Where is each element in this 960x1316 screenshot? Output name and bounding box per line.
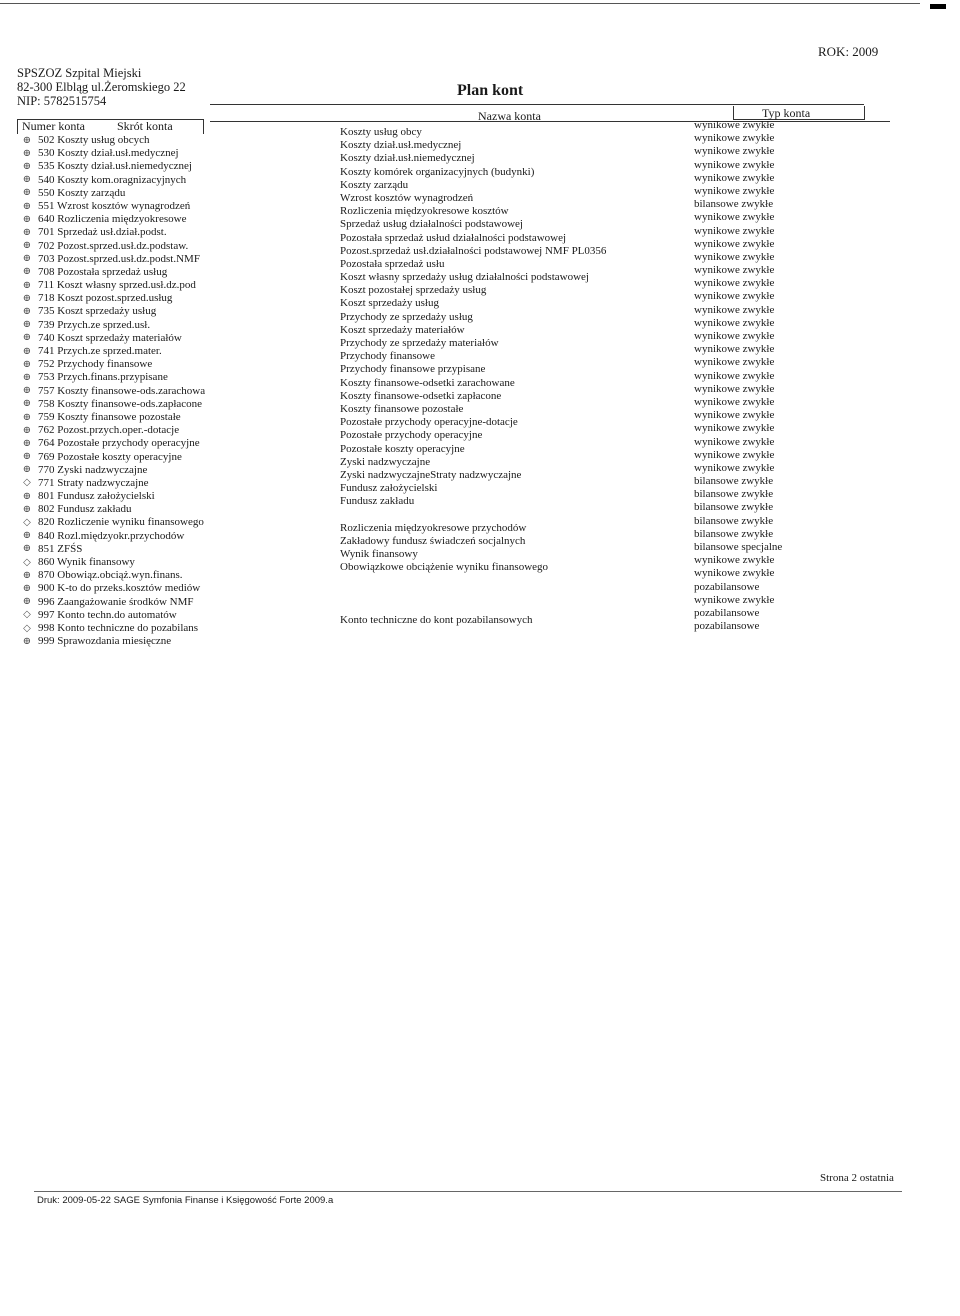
account-type: bilansowe zwykłe [694,198,774,211]
account-name: Wynik finansowy [340,548,418,560]
account-label: 769 Pozostałe koszty operacyjne [38,450,182,463]
account-label: 996 Zaangażowanie środków NMF [38,595,194,608]
account-type: wynikowe zwykłe [694,409,775,422]
account-row [20,609,340,622]
account-row [20,174,340,187]
account-label: 741 Przych.ze sprzed.mater. [38,345,162,357]
plus-node-icon: ⊕ [22,464,32,476]
corner-mark [930,4,946,9]
account-label: 900 K-to do przeks.kosztów mediów [38,582,201,595]
account-name: Koszty usług obcy [340,126,422,138]
account-type-list [694,119,894,633]
account-row [20,160,340,173]
account-name: Koszty dział.usł.niemedycznej [340,152,475,165]
account-label: 758 Koszty finansowe-ods.zapłacone [38,397,203,410]
plus-node-icon: ⊕ [22,292,32,304]
account-row [20,147,340,160]
plus-node-icon: ⊕ [22,371,32,383]
plus-node-icon: ⊕ [22,134,32,146]
account-label: 540 Koszty kom.oragnizacyjnych [38,173,187,186]
account-type: wynikowe zwykłe [694,369,775,382]
plus-node-icon: ⊕ [22,596,32,608]
account-label: 870 Obowiąz.obciąż.wyn.finans. [38,569,183,582]
account-name: Wzrost kosztów wynagrodzeń [340,191,474,204]
account-type: pozabilansowe [694,580,760,593]
plus-node-icon: ⊕ [22,200,32,212]
empty-node-icon: ◇ [23,609,31,621]
account-row [20,226,340,239]
account-type: wynikowe zwykłe [694,422,775,435]
account-name [340,588,680,601]
account-row [20,635,340,648]
account-row [20,569,340,582]
account-label: 771 Straty nadzwyczajne [38,476,149,489]
account-name: Obowiązkowe obciążenie wyniku finansowego [340,561,549,574]
account-label: 530 Koszty dział.usł.medycznej [38,147,179,160]
account-row [20,187,340,200]
account-label: 759 Koszty finansowe pozostałe [38,410,181,423]
account-label: 753 Przych.finans.przypisane [38,371,168,384]
account-name [340,627,680,640]
account-row [20,200,340,213]
account-name: Zakładowy fundusz świadczeń socjalnych [340,534,526,547]
plus-node-icon: ⊕ [22,503,32,515]
account-type: wynikowe zwykłe [694,264,775,277]
account-label: 708 Pozostała sprzedaż usług [38,265,168,278]
account-label: 551 Wzrost kosztów wynagrodzeń [38,199,191,212]
account-type: bilansowe zwykłe [694,488,774,501]
account-label: 752 Przychody finansowe [38,358,153,371]
plus-node-icon: ⊕ [22,174,32,186]
plus-node-icon: ⊕ [22,319,32,331]
column-header-name: Nazwa konta [478,109,541,123]
empty-node-icon: ◇ [23,622,31,634]
account-name: Koszt pozostałej sprzedaży usług [340,284,487,297]
account-row [20,292,340,305]
account-label: 860 Wynik finansowy [38,556,135,568]
account-type: wynikowe zwykłe [694,132,775,145]
account-name: Koszty komórek organizacyjnych (budynki) [340,165,535,178]
account-row [20,385,340,398]
account-type: wynikowe zwykłe [694,461,775,474]
column-header-type: Typ konta [762,106,811,120]
account-label: 997 Konto techn.do automatów [38,608,177,621]
column-header-short: Skrót konta [117,119,173,133]
account-name: Konto techniczne do kont pozabilansowych [340,613,533,626]
account-label: 801 Fundusz założycielski [38,490,155,503]
account-row [20,411,340,424]
account-label: 502 Koszty usług obcych [38,134,150,146]
account-row [20,437,340,450]
account-name [340,508,680,521]
account-type: wynikowe zwykłe [694,145,775,158]
account-type: wynikowe zwykłe [694,119,775,131]
plus-node-icon: ⊕ [22,451,32,463]
account-label: 701 Sprzedaż usł.dział.podst. [38,226,167,239]
account-type: wynikowe zwykłe [694,237,775,250]
plus-node-icon: ⊕ [22,332,32,344]
account-row [20,477,340,490]
account-label: 851 ZFŚS [38,542,83,555]
plus-node-icon: ⊕ [22,569,32,581]
plus-node-icon: ⊕ [22,543,32,555]
account-name: Koszt sprzedaży materiałów [340,323,465,336]
plus-node-icon: ⊕ [22,411,32,423]
account-name: Koszt własny sprzedaży usług działalności podstawowej [340,271,589,284]
account-row [20,516,340,529]
account-type: wynikowe zwykłe [694,343,775,356]
account-name: Przychody ze sprzedaży materiałów [340,337,499,349]
plus-node-icon: ⊕ [22,187,32,199]
account-name: Sprzedaż usług działalności podstawowej [340,218,523,231]
account-type: wynikowe zwykłe [694,316,775,329]
account-label: 702 Pozost.sprzed.usł.dz.podstaw. [38,239,189,252]
account-name: Przychody finansowe [340,350,436,363]
plus-node-icon: ⊕ [22,398,32,410]
account-name: Pozostała sprzedaż usłud działalności podstawowej [340,231,567,244]
company-name: SPSZOZ Szpital Miejski [17,66,142,80]
account-row [20,371,340,384]
account-type: wynikowe zwykłe [694,330,775,342]
account-row [20,424,340,437]
empty-node-icon: ◇ [23,556,31,568]
account-name: Rozliczenia międzyokresowe kosztów [340,205,509,218]
page-title: Plan kont [457,82,524,99]
account-row [20,464,340,477]
account-row [20,490,340,503]
account-type: wynikowe zwykłe [694,567,775,580]
account-label: 550 Koszty zarządu [38,186,126,199]
plus-node-icon: ⊕ [22,437,32,449]
account-type: wynikowe zwykłe [694,211,775,224]
account-row [20,582,340,595]
account-name: Przychody finansowe przypisane [340,363,486,376]
plus-node-icon: ⊕ [22,240,32,252]
account-row [20,345,340,358]
account-row [20,358,340,371]
account-row [20,213,340,226]
account-type: wynikowe zwykłe [694,554,775,567]
plus-node-icon: ⊕ [22,635,32,647]
account-name: Pozostała sprzedaż usłu [340,257,445,270]
plus-node-icon: ⊕ [22,160,32,172]
account-name [340,601,680,614]
account-type: wynikowe zwykłe [694,171,775,184]
account-row [20,556,340,569]
account-label: 802 Fundusz zakładu [38,503,132,516]
account-type: wynikowe zwykłe [694,303,775,316]
top-rule [0,3,920,4]
year-label: ROK: 2009 [818,44,879,59]
account-type: wynikowe zwykłe [694,184,775,197]
account-label: 640 Rozliczenia międzyokresowe [38,213,187,226]
account-name: Koszty finansowe pozostałe [340,402,464,415]
account-row [20,279,340,292]
account-row [20,543,340,556]
account-row [20,451,340,464]
account-name: Koszty finansowe-odsetki zapłacone [340,389,502,402]
account-label: 764 Pozostałe przychody operacyjne [38,437,200,450]
account-type: wynikowe zwykłe [694,224,775,237]
account-row [20,253,340,266]
account-label: 740 Koszt sprzedaży materiałów [38,331,182,344]
plus-node-icon: ⊕ [22,306,32,318]
account-name [340,574,680,587]
account-label: 998 Konto techniczne do pozabilans [38,621,199,634]
account-label: 718 Koszt pozost.sprzed.usług [38,292,173,305]
company-block [17,66,186,108]
account-name: Koszty zarządu [340,178,409,191]
plus-node-icon: ⊕ [22,490,32,502]
plus-node-icon: ⊕ [22,279,32,291]
account-label: 711 Koszt własny sprzed.usł.dz.pod [38,279,196,292]
plus-node-icon: ⊕ [22,266,32,278]
plus-node-icon: ⊕ [22,345,32,357]
account-label: 770 Zyski nadzwyczajne [38,463,148,476]
account-type: bilansowe zwykłe [694,501,774,514]
account-type: wynikowe zwykłe [694,593,775,606]
plus-node-icon: ⊕ [22,213,32,225]
account-type: wynikowe zwykłe [694,435,775,448]
empty-node-icon: ◇ [23,477,31,489]
account-row [20,332,340,345]
account-type: bilansowe zwykłe [694,527,774,540]
account-type: wynikowe zwykłe [694,382,775,395]
account-name: Fundusz założycielski [340,482,438,495]
account-row [20,596,340,609]
account-name: Pozost.sprzedaż usł.działalności podstawowej NMF PL0356 [340,244,607,257]
account-label: 703 Pozost.sprzed.usł.dz.podst.NMF [38,252,200,265]
account-row [20,398,340,411]
account-row [20,305,340,318]
account-name: Koszty finansowe-odsetki zarachowane [340,376,515,389]
account-name: Pozostałe przychody operacyjne-dotacje [340,416,518,429]
page-number: Strona 2 ostatnia [820,1172,894,1184]
account-row [20,319,340,332]
account-type: wynikowe zwykłe [694,448,775,461]
account-row [20,134,340,147]
account-name: Zyski nadzwyczajne [340,455,431,468]
account-label: 999 Sprawozdania miesięczne [38,635,172,648]
account-name: Pozostałe przychody operacyjne [340,429,483,442]
plus-node-icon: ⊕ [22,253,32,265]
account-list [20,134,340,648]
account-row [20,622,340,635]
empty-node-icon: ◇ [23,517,31,529]
account-name-list [340,126,680,640]
account-type: wynikowe zwykłe [694,277,775,290]
account-type: wynikowe zwykłe [694,158,775,171]
account-name: Zyski nadzwyczajneStraty nadzwyczajne [340,468,522,481]
account-type: wynikowe zwykłe [694,290,775,303]
account-name: Pozostałe koszty operacyjne [340,442,465,455]
account-row [20,503,340,516]
account-row [20,240,340,253]
account-type: wynikowe zwykłe [694,250,775,263]
footer-rule [34,1191,902,1192]
company-address: 82-300 Elbląg ul.Żeromskiego 22 [17,80,186,94]
account-type: wynikowe zwykłe [694,356,775,369]
account-label: 735 Koszt sprzedaży usług [38,305,157,318]
company-nip: NIP: 5782515754 [17,94,107,108]
account-name: Rozliczenia międzyokresowe przychodów [340,521,527,534]
account-type: pozabilansowe [694,620,760,633]
account-type: wynikowe zwykłe [694,395,775,408]
account-name: Koszty dział.usł.medycznej [340,139,462,152]
account-label: 762 Pozost.przych.oper.-dotacje [38,424,180,437]
account-label: 820 Rozliczenie wyniku finansowego [38,516,204,529]
account-type: bilansowe zwykłe [694,475,774,488]
column-header-account: Numer konta [22,119,85,133]
account-name: Przychody ze sprzedaży usług [340,310,473,323]
account-label: 840 Rozl.międzyokr.przychodów [38,529,185,542]
account-label: 757 Koszty finansowe-ods.zarachowa [38,384,206,397]
header-rule-top [210,104,864,105]
account-name: Koszt sprzedaży usług [340,297,439,310]
plus-node-icon: ⊕ [22,424,32,436]
plus-node-icon: ⊕ [22,358,32,370]
plus-node-icon: ⊕ [22,226,32,238]
plus-node-icon: ⊕ [22,530,32,542]
account-type: bilansowe specjalne [694,541,783,553]
plus-node-icon: ⊕ [22,147,32,159]
print-info: Druk: 2009-05-22 SAGE Symfonia Finanse i Księgowość Forte 2009.a [37,1195,334,1206]
account-row [20,530,340,543]
account-type: pozabilansowe [694,606,760,619]
account-row [20,266,340,279]
account-type: bilansowe zwykłe [694,514,774,527]
plus-node-icon: ⊕ [22,582,32,594]
account-name: Fundusz zakładu [340,495,415,508]
plus-node-icon: ⊕ [22,385,32,397]
account-label: 739 Przych.ze sprzed.usł. [38,318,151,331]
account-label: 535 Koszty dział.usł.niemedycznej [38,160,192,173]
